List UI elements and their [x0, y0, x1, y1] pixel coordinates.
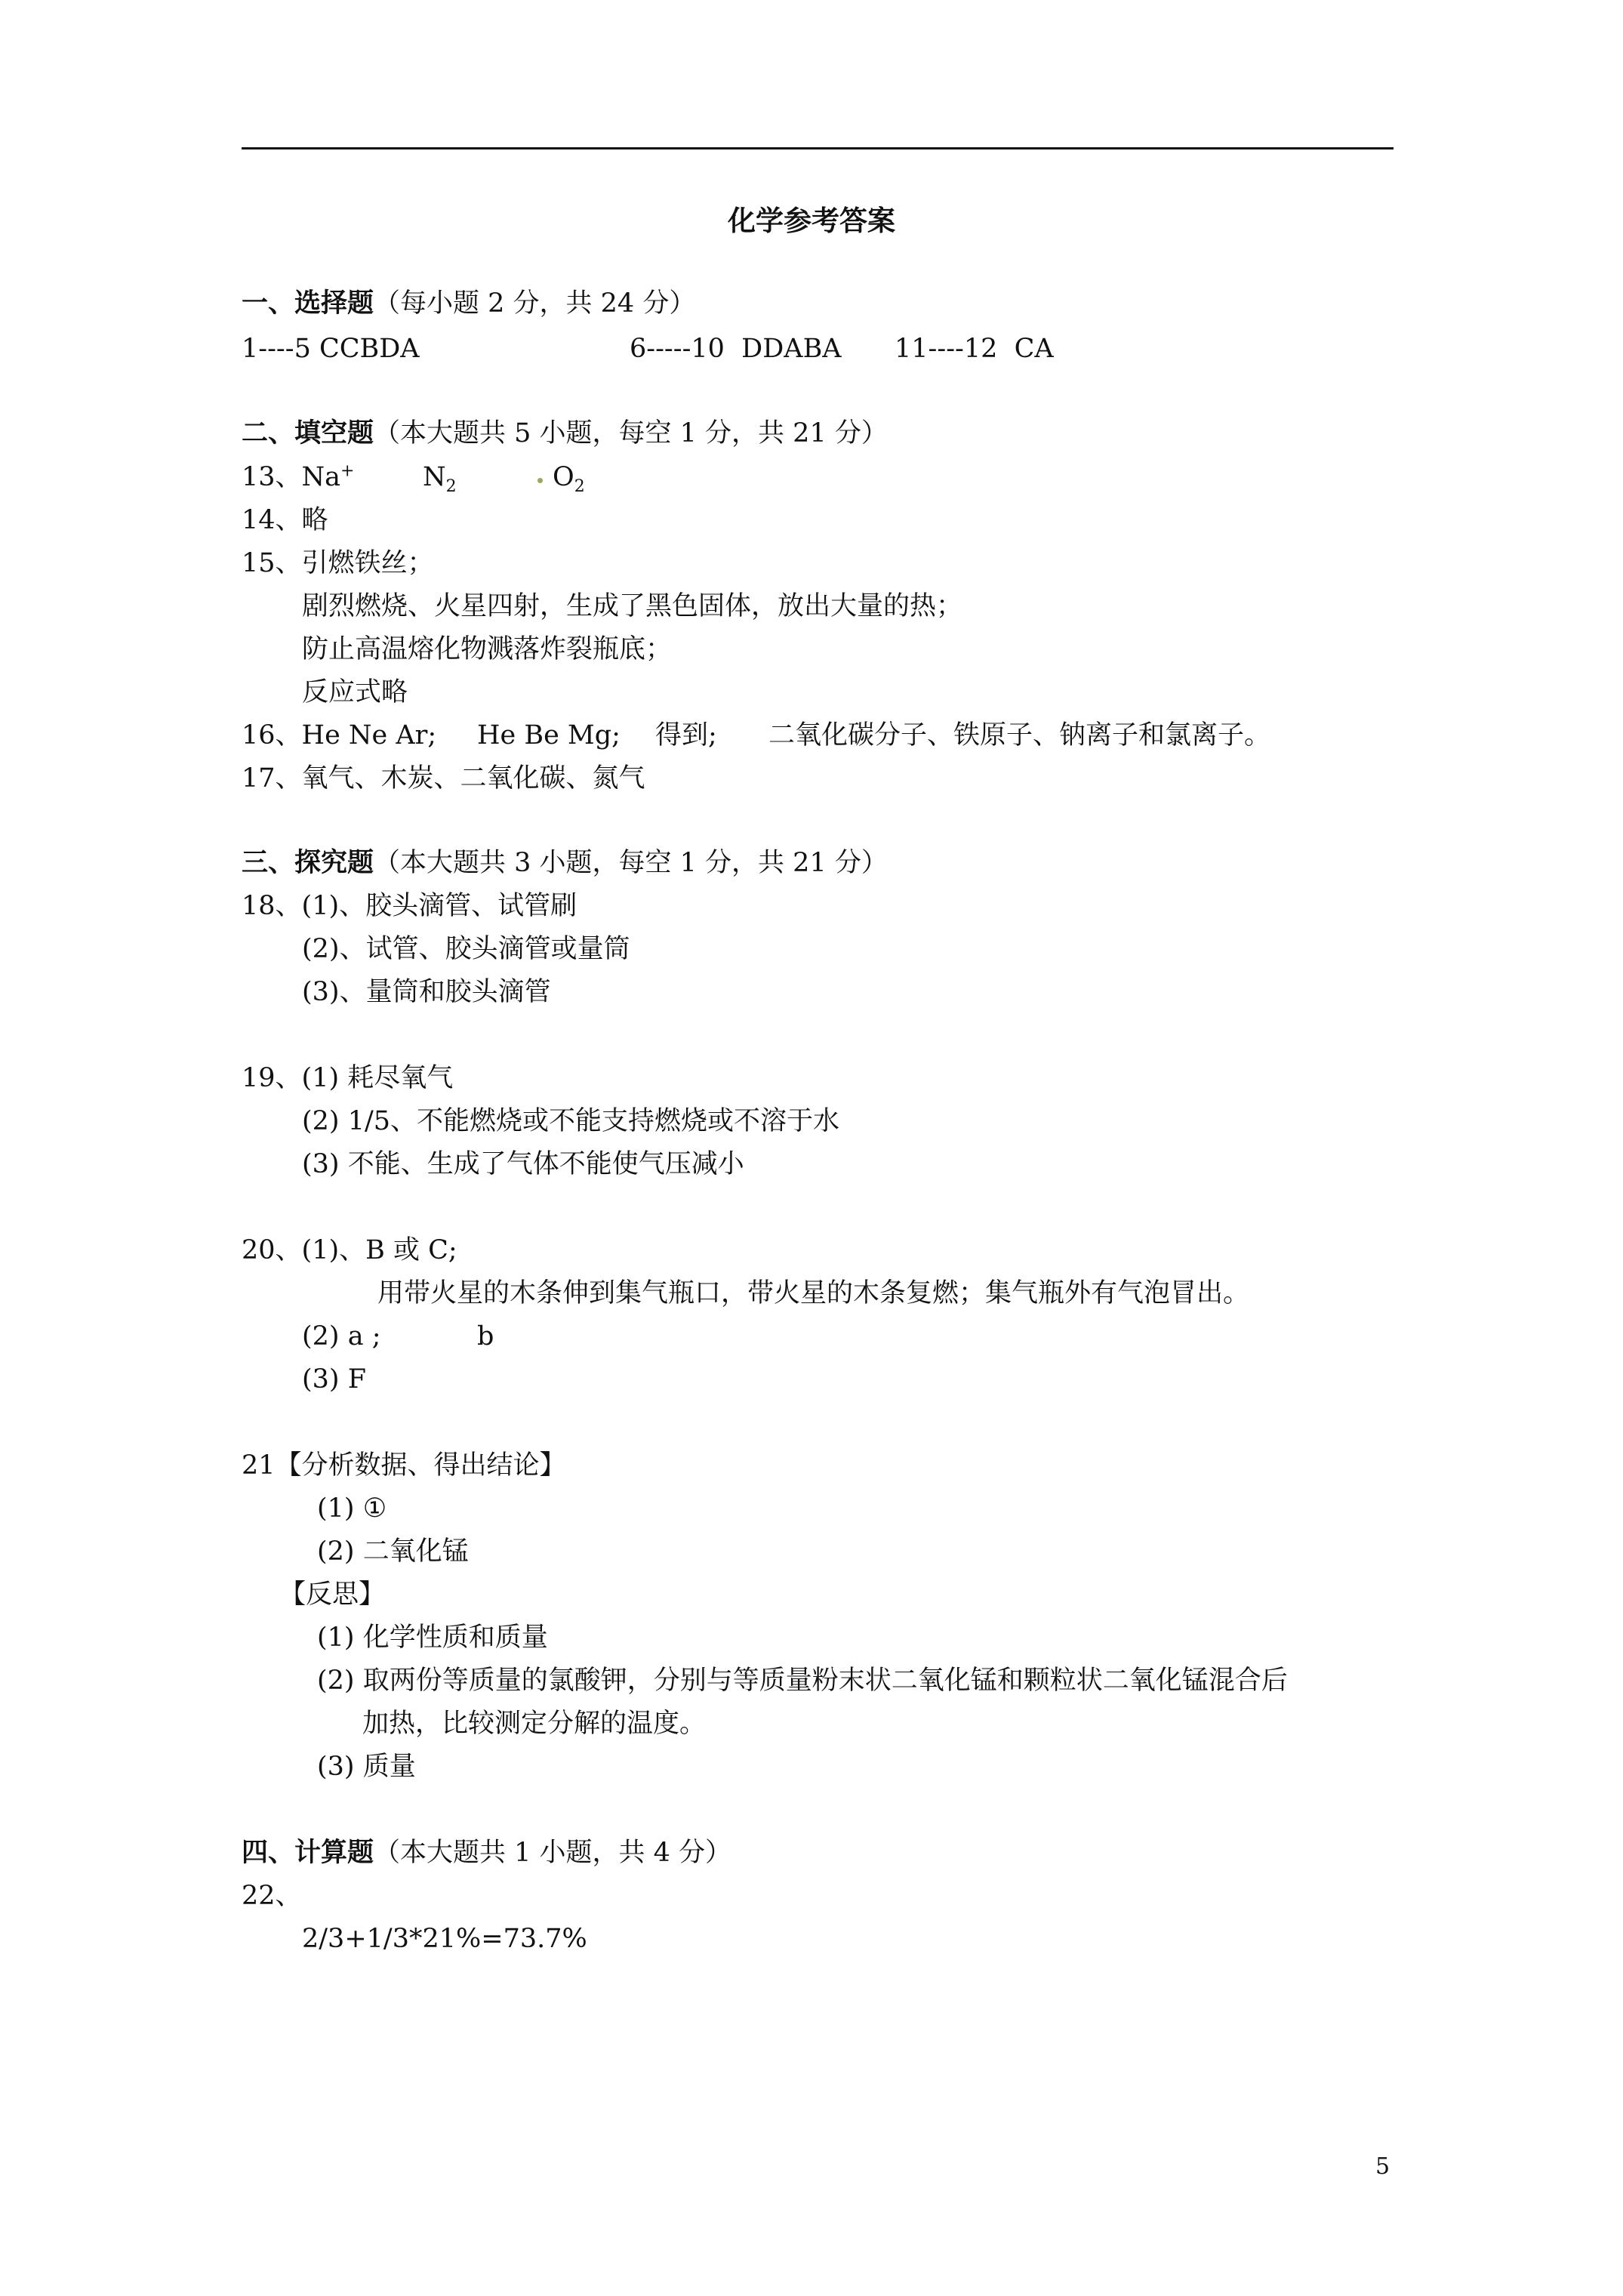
q13-line	[242, 461, 354, 494]
q16-answer-1: He Ne Ar;	[301, 720, 437, 750]
section-4-heading	[242, 1836, 731, 1869]
q13-answer-3-subscript: 2	[574, 477, 585, 496]
mc-group-3: 11----12 CA	[895, 334, 1054, 364]
section-4-head: 四、计算题	[242, 1837, 374, 1868]
q20-line-3a: (2) a ;	[302, 1321, 381, 1351]
header-rule	[242, 147, 1394, 149]
q18-line-3: (3)、量筒和胶头滴管	[302, 977, 551, 1007]
page-number: 5	[1375, 2153, 1390, 2180]
q20-line-4: (3) F	[302, 1364, 366, 1395]
q14-line: 14、略	[242, 505, 328, 535]
q16-line	[242, 719, 436, 752]
q16-answer-2: He Be Mg;	[477, 720, 621, 750]
q13-answer-3	[553, 461, 585, 494]
section-3-heading	[242, 846, 888, 880]
section-3-note: （本大题共 3 小题，每空 1 分，共 21 分）	[374, 848, 888, 878]
q16-answer-3: 得到;	[655, 720, 717, 750]
q21-reflect-heading: 【反思】	[279, 1579, 386, 1610]
q16-answer-4: 二氧化碳分子、铁原子、钠离子和氯离子。	[768, 720, 1271, 750]
mc-group-1: 1----5 CCBDA	[242, 334, 420, 364]
section-4-note: （本大题共 1 小题，共 4 分）	[374, 1838, 732, 1868]
page-title: 化学参考答案	[728, 204, 895, 237]
q15-line-3: 防止高温熔化物溅落炸裂瓶底；	[302, 634, 673, 664]
q13-answer-1: Na	[301, 462, 341, 492]
section-2-head: 二、填空题	[242, 418, 374, 448]
q13-prefix: 13、	[242, 462, 302, 492]
section-2-note: （本大题共 5 小题，每空 1 分，共 21 分）	[374, 418, 888, 448]
section-1-head: 一、选择题	[242, 288, 374, 319]
q13-answer-3-symbol: O	[553, 462, 574, 492]
q20-line-3b: b	[477, 1321, 494, 1351]
q21-line-1: (1) ①	[317, 1493, 387, 1524]
q21-heading: 21【分析数据、得出结论】	[242, 1450, 566, 1481]
q13-answer-2	[423, 461, 457, 494]
q20-line-2: 用带火星的木条伸到集气瓶口，带火星的木条复燃；集气瓶外有气泡冒出。	[377, 1278, 1250, 1308]
q15-line-4: 反应式略	[302, 677, 408, 707]
section-1-note: （每小题 2 分，共 24 分）	[374, 288, 696, 319]
q21-line-6: (3) 质量	[317, 1752, 416, 1782]
q13-answer-2-symbol: N	[423, 462, 446, 492]
q19-line-3: (3) 不能、生成了气体不能使气压减小	[302, 1149, 744, 1179]
q17-line: 17、氧气、木炭、二氧化碳、氮气	[242, 763, 645, 794]
q15-line-2: 剧烈燃烧、火星四射，生成了黑色固体，放出大量的热；	[302, 591, 963, 621]
q21-line-3: (1) 化学性质和质量	[317, 1623, 548, 1653]
q15-line-1: 15、引燃铁丝；	[242, 548, 434, 578]
q13-answer-2-subscript: 2	[445, 477, 457, 496]
q13-answer-1-charge: +	[340, 461, 355, 481]
q21-line-2: (2) 二氧化锰	[317, 1536, 469, 1567]
speck-mark	[537, 478, 543, 483]
q21-line-4: (2) 取两份等质量的氯酸钾，分别与等质量粉末状二氧化锰和颗粒状二氧化锰混合后	[317, 1666, 1288, 1696]
q19-line-2: (2) 1/5、不能燃烧或不能支持燃烧或不溶于水	[302, 1106, 840, 1136]
section-3-head: 三、探究题	[242, 847, 374, 878]
section-2-heading	[242, 417, 888, 450]
mc-group-2: 6-----10 DDABA	[630, 334, 842, 364]
q21-line-5: 加热，比较测定分解的温度。	[362, 1709, 707, 1739]
q22-line-1: 22、	[242, 1881, 302, 1911]
q18-line-1: 18、(1)、胶头滴管、试管刷	[242, 891, 577, 921]
q19-line-1: 19、(1) 耗尽氧气	[242, 1063, 454, 1093]
q16-prefix: 16、	[242, 720, 302, 750]
section-1-heading	[242, 287, 695, 320]
q18-line-2: (2)、试管、胶头滴管或量筒	[302, 934, 630, 964]
q22-line-2: 2/3+1/3*21%=73.7%	[302, 1924, 587, 1954]
q20-line-1: 20、(1)、B 或 C;	[242, 1235, 457, 1265]
